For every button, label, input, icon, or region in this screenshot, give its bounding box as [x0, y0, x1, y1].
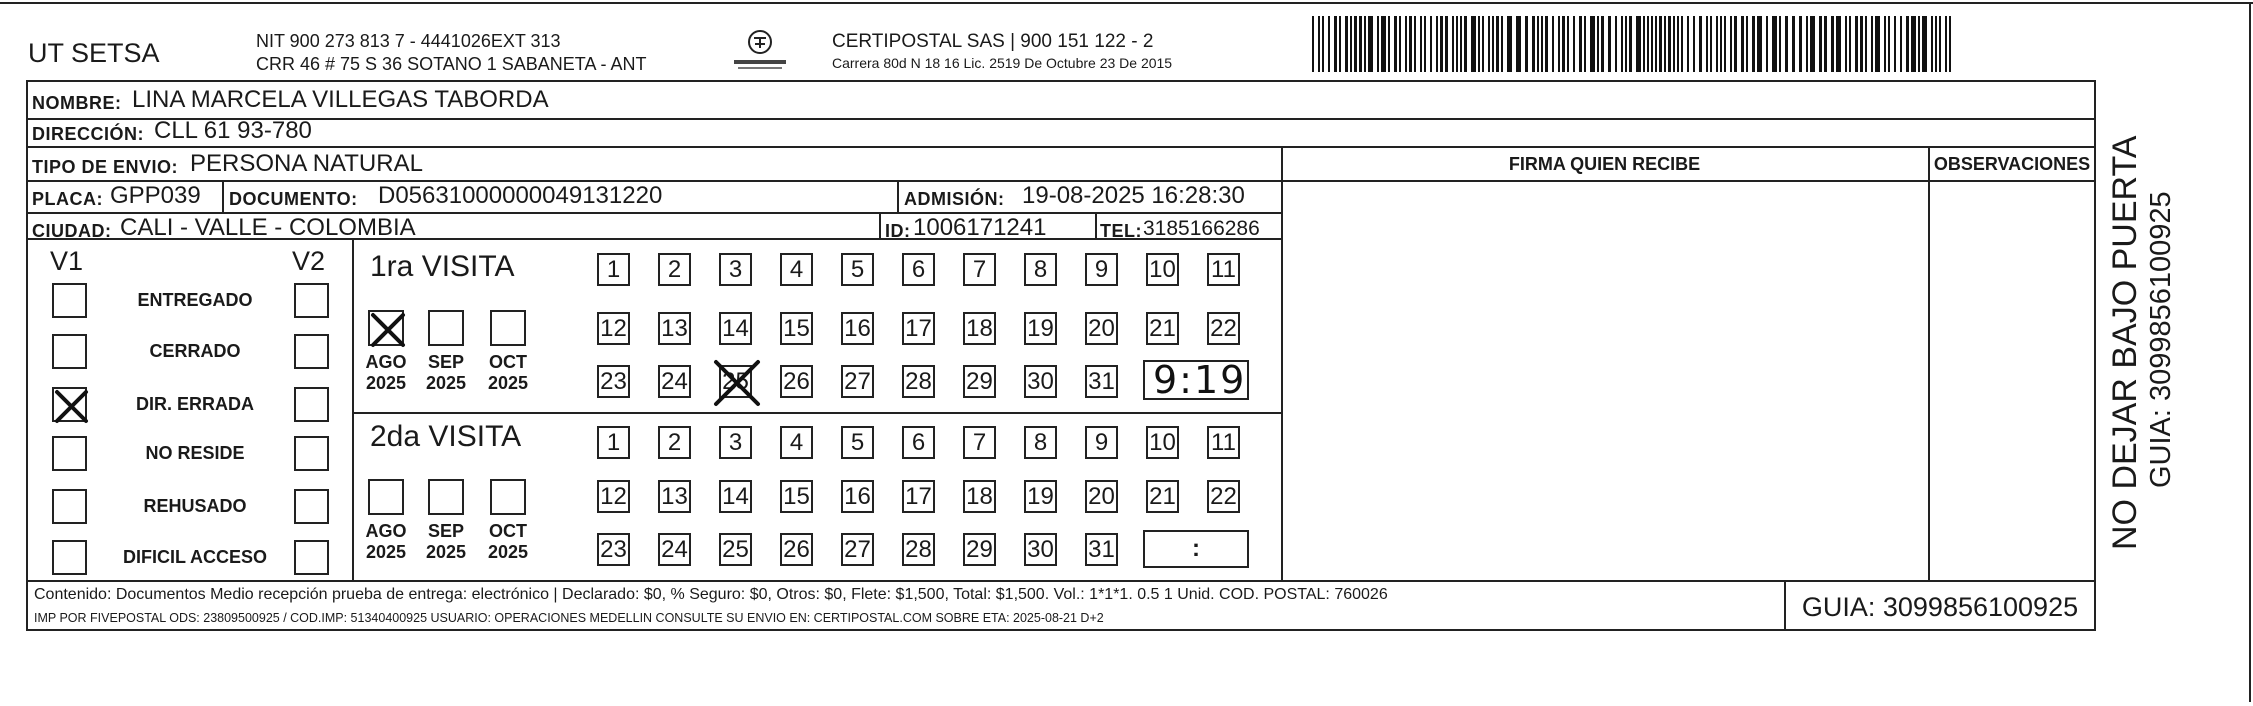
month-name: OCT — [489, 521, 527, 541]
day-box[interactable]: 26 — [780, 533, 813, 566]
barcode-bar — [1420, 16, 1422, 72]
side-warning: NO DEJAR BAJO PUERTA — [2106, 135, 2144, 550]
barcode-bar — [1911, 16, 1916, 72]
barcode-bar — [1364, 16, 1366, 72]
month-caption — [480, 521, 536, 563]
footer-imp: IMP POR FIVEPOSTAL ODS: 23809500925 / COD.IMP: 51340400925 USUARIO: OPERACIONES MEDELLIN CONSULTE SU ENVIO EN: CERTIPOSTAL.COM SOBRE ETA: 2025-08-21 D+2 — [34, 611, 1104, 625]
month-year: 2025 — [365, 542, 407, 562]
day-box[interactable]: 18 — [963, 480, 996, 513]
barcode-bar — [1939, 16, 1941, 72]
barcode-bar — [1836, 16, 1841, 72]
day-box[interactable]: 14 — [719, 312, 752, 345]
documento-value: D05631000000049131220 — [378, 182, 663, 209]
second-visit-time[interactable] — [1143, 530, 1249, 568]
barcode-bar — [1931, 16, 1933, 72]
row-line — [26, 146, 2096, 148]
barcode-bar — [1741, 16, 1744, 72]
footer-contenido: Contenido: Documentos Medio recepción prueba de entrega: electrónico | Declarado: $0, % Seguro: $0, Otros: $0, Flete: $1,500, Total: $1,500. Vol.: 1*1*1. 0.5 1 Unid. COD. POSTAL: 760026 — [34, 586, 1388, 603]
barcode-bar — [1643, 16, 1645, 72]
barcode-bar — [1532, 16, 1535, 72]
day-box[interactable]: 24 — [658, 365, 691, 398]
direccion-value: CLL 61 93-780 — [154, 117, 312, 144]
observaciones-header: OBSERVACIONES — [1933, 154, 2091, 174]
barcode-bar — [1567, 16, 1569, 72]
day-box[interactable]: 16 — [841, 312, 874, 345]
barcode-bar — [1573, 16, 1575, 72]
barcode-bar — [1597, 16, 1599, 72]
barcode-bar — [1706, 16, 1708, 72]
day-box[interactable]: 9 — [1085, 253, 1118, 286]
barcode-bar — [1430, 16, 1432, 72]
barcode-bar — [1496, 16, 1499, 72]
barcode-bar — [1875, 16, 1880, 72]
day-box[interactable]: 27 — [841, 533, 874, 566]
barcode-bar — [1409, 16, 1412, 72]
barcode-bar — [1636, 16, 1641, 72]
day-box[interactable]: 19 — [1024, 480, 1057, 513]
barcode-bar — [1601, 16, 1604, 72]
barcode-bar — [1579, 16, 1582, 72]
barcode-bar — [1659, 16, 1662, 72]
tel-label: TEL: — [1100, 221, 1142, 241]
barcode-bar — [1541, 16, 1543, 72]
barcode-bar — [1865, 16, 1867, 72]
barcode-bar — [1388, 16, 1390, 72]
v2-checkbox[interactable] — [294, 334, 329, 369]
day-box[interactable]: 22 — [1207, 312, 1240, 345]
col-line — [879, 212, 881, 238]
v1-header: V1 — [50, 246, 84, 276]
day-box[interactable]: 20 — [1085, 480, 1118, 513]
barcode-bar — [1693, 16, 1695, 72]
month-checkbox[interactable] — [428, 479, 464, 515]
v2-checkbox[interactable] — [294, 489, 329, 524]
day-x-mark — [713, 359, 761, 415]
barcode-bar — [1900, 16, 1902, 72]
day-box[interactable]: 14 — [719, 480, 752, 513]
day-box[interactable]: 15 — [780, 312, 813, 345]
day-box[interactable]: 1 — [597, 253, 630, 286]
company-address: CRR 46 # 75 S 36 SOTANO 1 SABANETA - ANT — [256, 54, 647, 74]
v2-checkbox[interactable] — [294, 387, 329, 422]
barcode-bar — [1405, 16, 1407, 72]
month-checkbox[interactable] — [428, 310, 464, 346]
id-label: ID: — [885, 221, 911, 241]
barcode-bar — [1507, 16, 1512, 72]
barcode-bar — [1345, 16, 1348, 72]
day-box[interactable]: 28 — [902, 533, 935, 566]
day-box[interactable]: 2 — [658, 253, 691, 286]
company-nit: NIT 900 273 813 7 - 4441026EXT 313 — [256, 31, 561, 51]
tel-value: 3185166286 — [1143, 217, 1260, 240]
day-box[interactable] — [719, 365, 752, 398]
admision-value: 19-08-2025 16:28:30 — [1022, 182, 1245, 209]
barcode-bar — [1724, 16, 1726, 72]
nombre-value: LINA MARCELA VILLEGAS TABORDA — [132, 86, 549, 113]
day-box[interactable]: 18 — [963, 312, 996, 345]
month-year: 2025 — [425, 542, 467, 562]
day-box[interactable]: 28 — [902, 365, 935, 398]
day-box[interactable]: 10 — [1146, 426, 1179, 459]
day-box[interactable]: 29 — [963, 365, 996, 398]
barcode-bar — [1381, 16, 1386, 72]
v2-checkbox[interactable] — [294, 283, 329, 318]
status-label: DIFICIL ACCESO — [122, 547, 267, 567]
barcode-bar — [1354, 16, 1357, 72]
barcode-bar — [1516, 16, 1521, 72]
barcode-bar — [1681, 16, 1683, 72]
v2-checkbox[interactable] — [294, 436, 329, 471]
day-box[interactable]: 25 — [719, 533, 752, 566]
day-box[interactable]: 30 — [1024, 365, 1057, 398]
month-checkbox[interactable] — [368, 479, 404, 515]
barcode-bar — [1792, 16, 1795, 72]
day-box[interactable]: 1 — [597, 426, 630, 459]
barcode-bar — [1806, 16, 1808, 72]
barcode-bar — [1871, 16, 1873, 72]
tipo-envio-value: PERSONA NATURAL — [190, 150, 423, 177]
barcode-bar — [1545, 16, 1548, 72]
day-box[interactable]: 31 — [1085, 533, 1118, 566]
day-box[interactable]: 23 — [597, 533, 630, 566]
v1-checkbox[interactable] — [52, 436, 87, 471]
barcode-bar — [1677, 16, 1679, 72]
day-number: 25 — [722, 368, 749, 395]
v1-checkbox[interactable] — [52, 334, 87, 369]
day-box[interactable]: 5 — [841, 253, 874, 286]
day-box[interactable]: 20 — [1085, 312, 1118, 345]
day-box[interactable]: 11 — [1207, 426, 1240, 459]
day-box[interactable]: 6 — [902, 253, 935, 286]
barcode-bar — [1312, 16, 1314, 72]
barcode-bar — [1831, 16, 1834, 72]
barcode-bar — [1949, 16, 1951, 72]
barcode-bar — [1687, 16, 1689, 72]
day-box[interactable]: 5 — [841, 426, 874, 459]
barcode-bar — [1359, 16, 1362, 72]
carrier-name: CERTIPOSTAL SAS | 900 151 122 - 2 — [832, 31, 1154, 52]
day-box[interactable]: 13 — [658, 480, 691, 513]
barcode-bar — [1655, 16, 1657, 72]
barcode-bar — [1590, 16, 1595, 72]
month-name: SEP — [427, 521, 465, 541]
barcode-bar — [1621, 16, 1623, 72]
ciudad-label: CIUDAD: — [32, 221, 112, 241]
barcode-bar — [1424, 16, 1426, 72]
barcode-bar — [1720, 16, 1722, 72]
barcode-bar — [1772, 16, 1777, 72]
barcode-bar — [1318, 16, 1320, 72]
month-checkbox[interactable] — [490, 479, 526, 515]
admision-label: ADMISIÓN: — [904, 189, 1005, 209]
side-guia: GUIA: 3099856100925 — [2145, 191, 2177, 488]
barcode-bar — [1562, 16, 1565, 72]
v2-checkbox[interactable] — [294, 540, 329, 575]
day-box[interactable]: 8 — [1024, 253, 1057, 286]
first-visit-time[interactable] — [1143, 360, 1249, 400]
v1-checkbox[interactable] — [52, 540, 87, 575]
day-box[interactable]: 8 — [1024, 426, 1057, 459]
barcode-bar — [1888, 16, 1890, 72]
footer-guia: GUIA: 3099856100925 — [1801, 592, 2079, 622]
month-caption — [418, 521, 474, 563]
barcode-bar — [1440, 16, 1443, 72]
barcode-bar — [1460, 16, 1462, 72]
barcode-bar — [1328, 16, 1330, 72]
barcode-bar — [1537, 16, 1539, 72]
barcode-bar — [1699, 16, 1702, 72]
barcode-bar — [1757, 16, 1762, 72]
nombre-label: NOMBRE: — [32, 93, 122, 113]
day-box[interactable]: 9 — [1085, 426, 1118, 459]
barcode-bar — [1884, 16, 1886, 72]
month-caption — [480, 352, 536, 394]
day-box[interactable]: 29 — [963, 533, 996, 566]
barcode-bar — [1673, 16, 1675, 72]
barcode-bar — [1766, 16, 1768, 72]
barcode-bar — [1651, 16, 1653, 72]
placa-value: GPP039 — [110, 182, 201, 209]
month-year: 2025 — [425, 373, 467, 393]
barcode-bar — [1436, 16, 1438, 72]
barcode-bar — [1615, 16, 1617, 72]
barcode-bar — [1918, 16, 1920, 72]
barcode-bar — [1414, 16, 1416, 72]
barcode-bar — [1668, 16, 1671, 72]
day-box[interactable]: 12 — [597, 480, 630, 513]
barcode-bar — [1730, 16, 1732, 72]
col-line — [897, 180, 899, 212]
day-box[interactable]: 7 — [963, 253, 996, 286]
day-box[interactable]: 13 — [658, 312, 691, 345]
day-box[interactable]: 3 — [719, 253, 752, 286]
month-name: AGO — [365, 521, 407, 541]
barcode-bar — [1894, 16, 1896, 72]
day-box[interactable]: 21 — [1146, 312, 1179, 345]
day-box[interactable]: 30 — [1024, 533, 1057, 566]
day-box[interactable]: 19 — [1024, 312, 1057, 345]
col-line — [1928, 146, 1930, 580]
barcode-bar — [1482, 16, 1484, 72]
v2-header: V2 — [292, 246, 326, 276]
barcode-bar — [1322, 16, 1324, 72]
barcode-bar — [1339, 16, 1341, 72]
day-box[interactable]: 15 — [780, 480, 813, 513]
barcode-bar — [1860, 16, 1863, 72]
barcode-bar — [1625, 16, 1627, 72]
barcode-bar — [1478, 16, 1480, 72]
documento-label: DOCUMENTO: — [229, 189, 358, 209]
status-label: REHUSADO — [143, 496, 247, 516]
day-box[interactable]: 17 — [902, 480, 935, 513]
first-visit-title: 1ra VISITA — [370, 250, 515, 283]
col-line — [1095, 212, 1097, 238]
day-box[interactable]: 3 — [719, 426, 752, 459]
barcode-bar — [1906, 16, 1909, 72]
day-box[interactable]: 12 — [597, 312, 630, 345]
barcode-bar — [1501, 16, 1503, 72]
barcode-bar — [1399, 16, 1401, 72]
barcode-bar — [1922, 16, 1927, 72]
certipostal-logo — [728, 28, 792, 72]
barcode-bar — [1647, 16, 1649, 72]
month-year: 2025 — [487, 542, 529, 562]
month-caption — [418, 352, 474, 394]
month-caption — [358, 352, 414, 394]
barcode-bar — [1734, 16, 1737, 72]
day-box[interactable]: 7 — [963, 426, 996, 459]
month-name: AGO — [365, 352, 407, 372]
direccion-label: DIRECCIÓN: — [32, 124, 144, 144]
day-box[interactable]: 17 — [902, 312, 935, 345]
month-caption — [358, 521, 414, 563]
top-border — [0, 2, 2253, 4]
ciudad-value: CALI - VALLE - COLOMBIA — [120, 214, 416, 241]
day-box[interactable]: 21 — [1146, 480, 1179, 513]
day-box[interactable]: 6 — [902, 426, 935, 459]
barcode-bar — [1629, 16, 1632, 72]
barcode-bar — [1799, 16, 1802, 72]
barcode-bar — [1824, 16, 1827, 72]
barcode-bar — [1584, 16, 1586, 72]
day-box[interactable]: 24 — [658, 533, 691, 566]
barcode-bar — [1456, 16, 1458, 72]
status-label: NO RESIDE — [145, 443, 245, 463]
barcode-bar — [1945, 16, 1947, 72]
barcode-bar — [1445, 16, 1448, 72]
barcode-bar — [1368, 16, 1373, 72]
month-checkbox[interactable] — [368, 310, 404, 346]
barcode-bar — [1752, 16, 1755, 72]
barcode-bar — [1819, 16, 1822, 72]
barcode-bar — [1334, 16, 1337, 72]
month-year: 2025 — [487, 373, 529, 393]
id-value: 1006171241 — [913, 214, 1047, 241]
day-box[interactable]: 10 — [1146, 253, 1179, 286]
day-box[interactable]: 2 — [658, 426, 691, 459]
month-year: 2025 — [365, 373, 407, 393]
day-box[interactable]: 11 — [1207, 253, 1240, 286]
status-label: DIR. ERRADA — [135, 394, 254, 414]
day-box[interactable]: 26 — [780, 365, 813, 398]
row-line — [26, 118, 2096, 120]
barcode-bar — [1394, 16, 1397, 72]
barcode-bar — [1855, 16, 1858, 72]
barcode-bar — [1849, 16, 1851, 72]
col-line — [1281, 146, 1283, 580]
barcode-bar — [1845, 16, 1847, 72]
barcode-bar — [1552, 16, 1554, 72]
status-label: ENTREGADO — [137, 290, 253, 310]
barcode-bar — [1558, 16, 1560, 72]
day-box[interactable]: 31 — [1085, 365, 1118, 398]
day-box[interactable]: 23 — [597, 365, 630, 398]
barcode-bar — [1779, 16, 1781, 72]
placa-label: PLACA: — [32, 189, 103, 209]
col-line — [352, 238, 354, 580]
day-box[interactable]: 22 — [1207, 480, 1240, 513]
barcode-bar — [1452, 16, 1454, 72]
barcode-bar — [1935, 16, 1937, 72]
day-box[interactable]: 4 — [780, 426, 813, 459]
v1-checkbox[interactable] — [52, 283, 87, 318]
second-visit-time-value: : — [1192, 535, 1200, 562]
barcode-bar — [1377, 16, 1379, 72]
firma-header: FIRMA QUIEN RECIBE — [1508, 154, 1701, 174]
company-name: UT SETSA — [28, 38, 160, 68]
col-line — [222, 180, 224, 212]
day-box[interactable]: 27 — [841, 365, 874, 398]
barcode-bar — [1710, 16, 1712, 72]
barcode-bar — [1525, 16, 1528, 72]
barcode-bar — [1471, 16, 1476, 72]
barcode-bar — [1492, 16, 1494, 72]
status-label: CERRADO — [149, 341, 241, 361]
tipo-envio-label: TIPO DE ENVIO: — [32, 157, 179, 177]
day-box[interactable]: 4 — [780, 253, 813, 286]
v1-checkbox[interactable] — [52, 387, 87, 422]
v1-checkbox[interactable] — [52, 489, 87, 524]
barcode-bar — [1608, 16, 1611, 72]
row-line — [352, 412, 1282, 414]
right-border — [2249, 2, 2251, 702]
month-name: OCT — [489, 352, 527, 372]
month-checkbox[interactable] — [490, 310, 526, 346]
carrier-license: Carrera 80d N 18 16 Lic. 2519 De Octubre 23 De 2015 — [832, 55, 1173, 71]
barcode-bar — [1488, 16, 1490, 72]
barcode-bar — [1785, 16, 1788, 72]
barcode-bar — [1716, 16, 1718, 72]
barcode-bar — [1746, 16, 1748, 72]
barcode — [1312, 16, 1952, 72]
barcode-bar — [1810, 16, 1815, 72]
barcode-bar — [1664, 16, 1666, 72]
first-visit-time-value: 9:19 — [1153, 358, 1247, 402]
second-visit-title: 2da VISITA — [370, 420, 522, 453]
day-box[interactable]: 16 — [841, 480, 874, 513]
barcode-bar — [1464, 16, 1467, 72]
barcode-bar — [1350, 16, 1352, 72]
month-name: SEP — [427, 352, 465, 372]
